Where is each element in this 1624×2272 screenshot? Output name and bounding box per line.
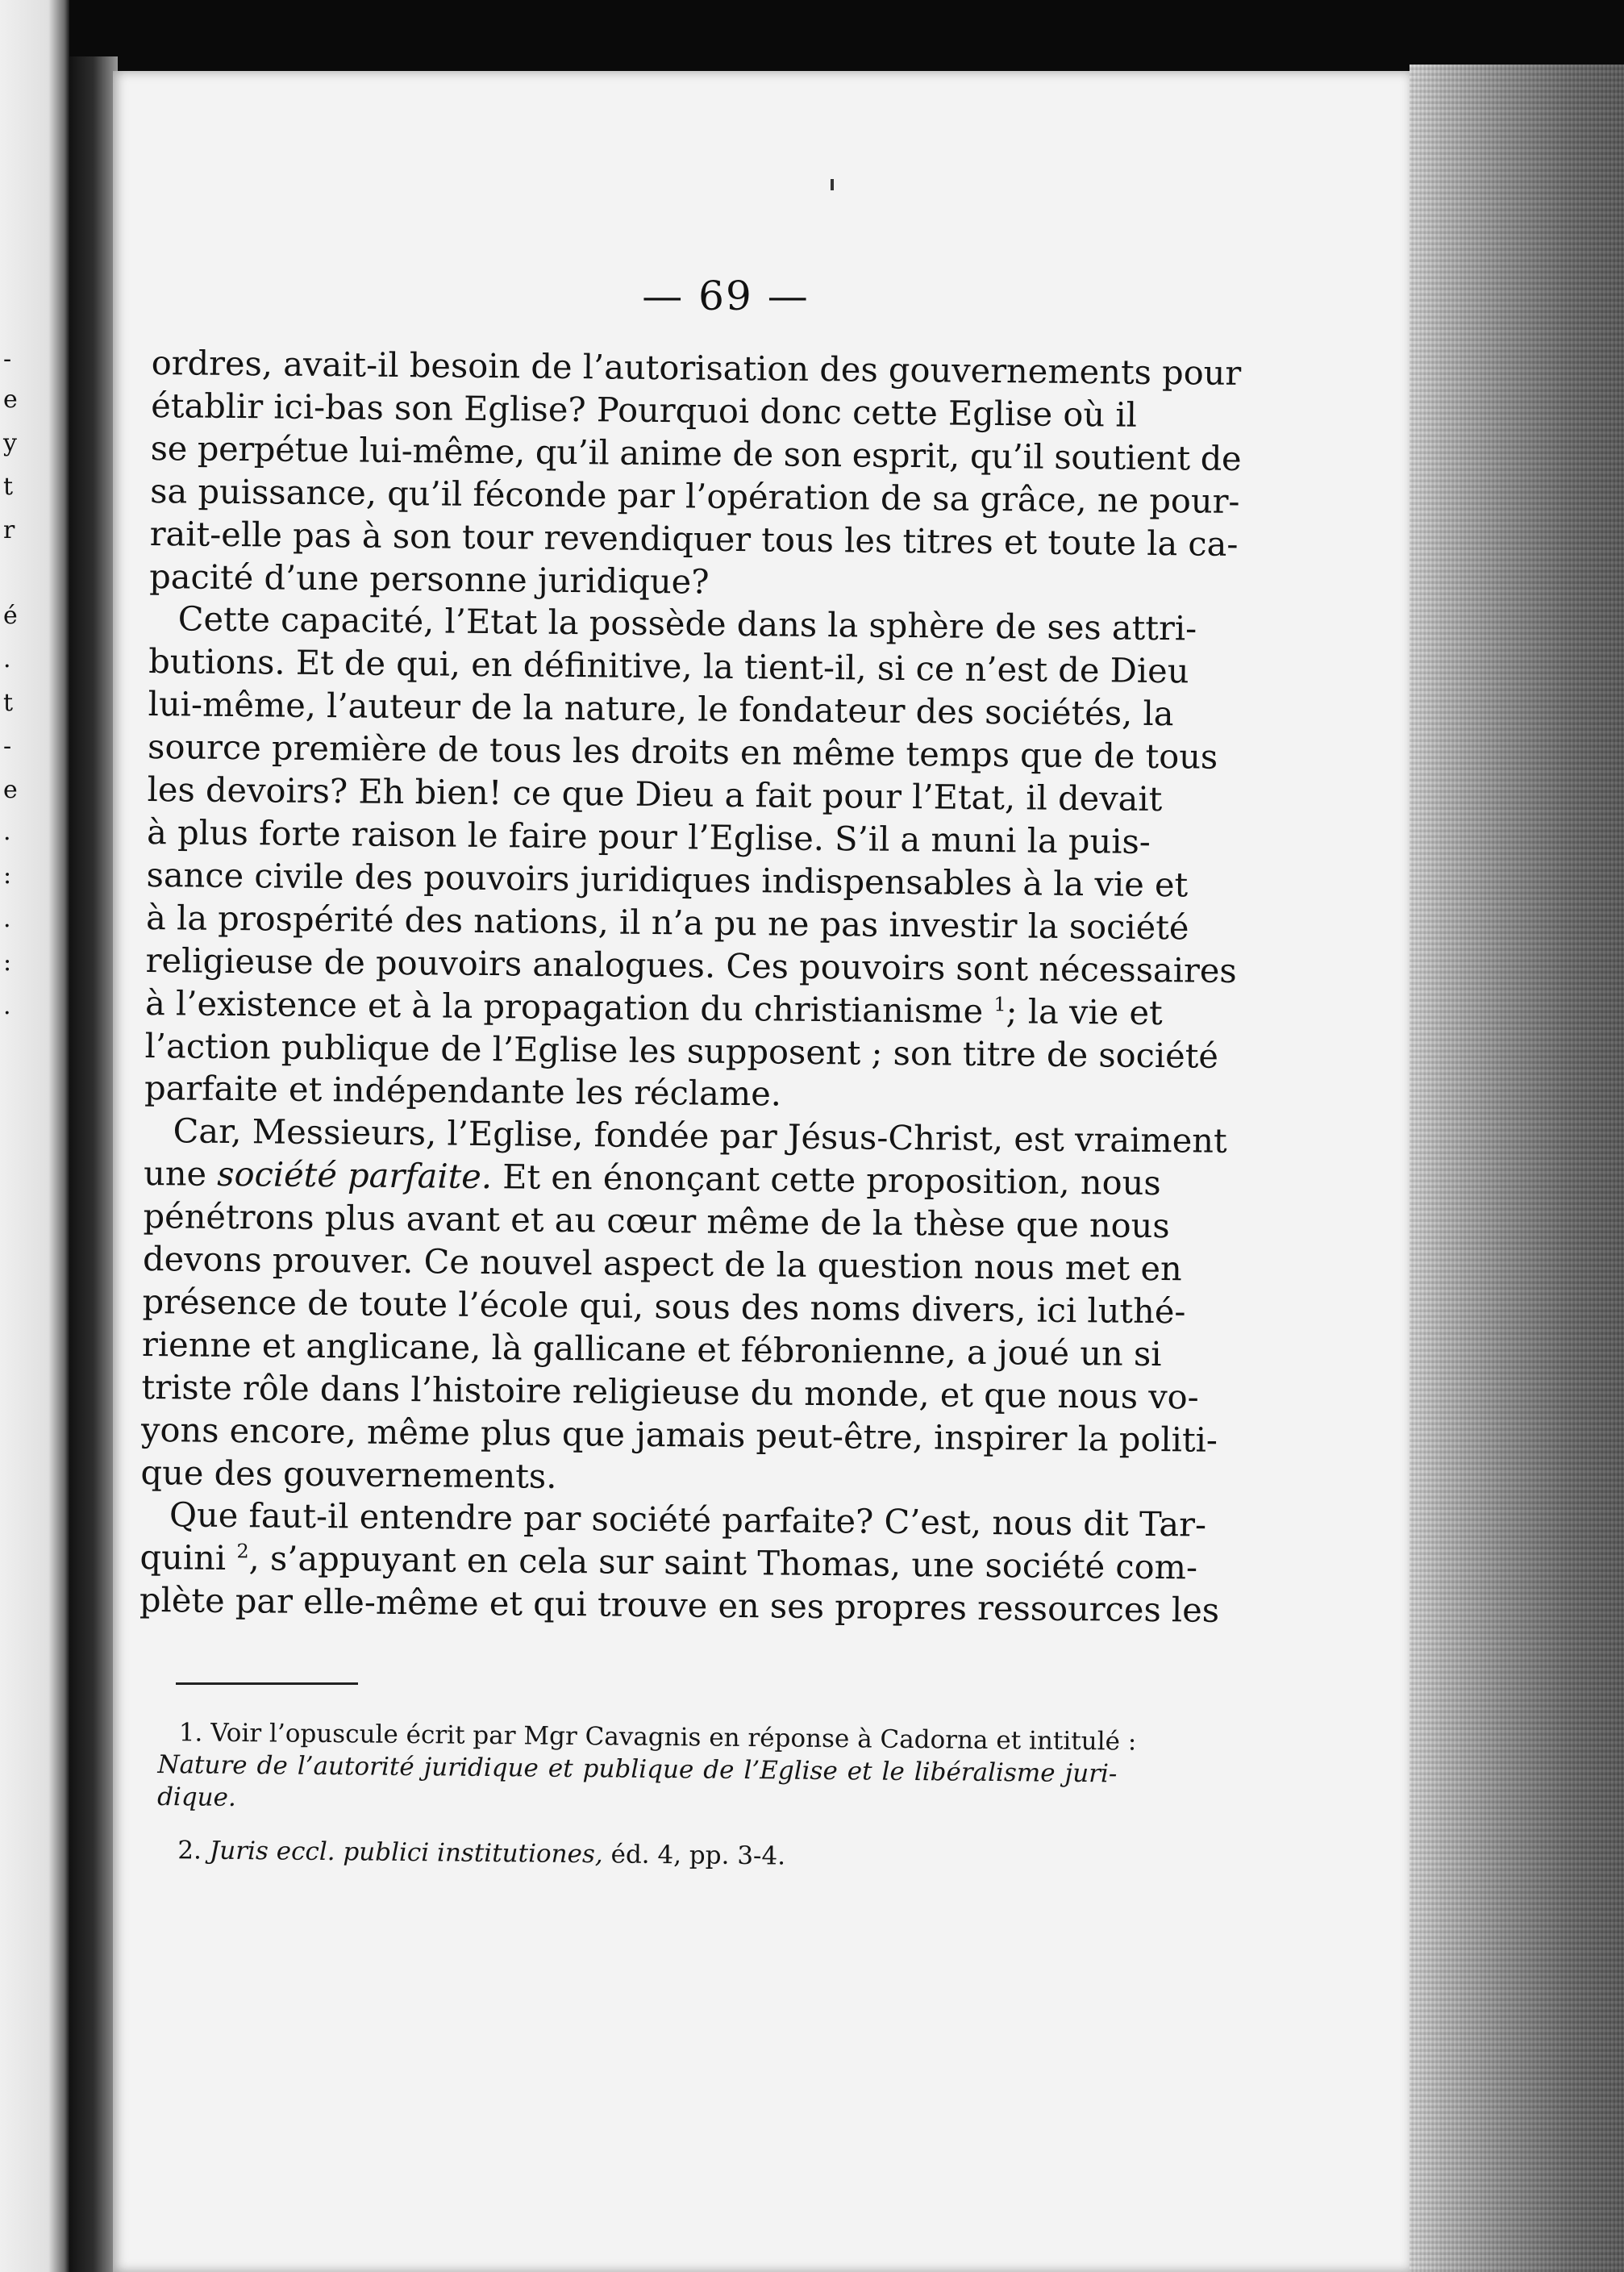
page-number: — 69 — bbox=[642, 273, 810, 319]
margin-letter: y bbox=[3, 429, 17, 457]
margin-letter: - bbox=[3, 732, 12, 761]
text-line: pénétrons plus avant et au cœur même de la thèse que nous bbox=[143, 1196, 1170, 1246]
text-segment: , s’appuyant en cela sur saint Thomas, une société com- bbox=[248, 1538, 1198, 1587]
margin-letter: e bbox=[3, 386, 18, 414]
margin-letter: . bbox=[3, 645, 11, 673]
text-line: présence de toute l’école qui, sous des noms divers, ici luthé- bbox=[142, 1281, 1186, 1332]
margin-letter: t bbox=[3, 689, 14, 717]
text-segment: ; la vie et bbox=[1006, 990, 1163, 1032]
text-line: yons encore, même plus que jamais peut-être, inspirer la politi- bbox=[140, 1409, 1218, 1460]
footnote-number: 2. bbox=[177, 1836, 202, 1866]
text-segment: une bbox=[143, 1153, 207, 1194]
text-segment: Et en énonçant cette proposition, nous bbox=[502, 1157, 1161, 1203]
margin-letter: - bbox=[3, 345, 12, 373]
margin-letter: . bbox=[3, 818, 11, 846]
text-line: butions. Et de qui, en définitive, la tient-il, si ce n’est de Dieu bbox=[148, 641, 1189, 691]
text-line: Cette capacité, l’Etat la possède dans la sphère de ses attri- bbox=[177, 598, 1197, 648]
footnote-2-title: Juris eccl. publici institutiones, bbox=[209, 1836, 603, 1870]
text-line: rait-elle pas à son tour revendiquer tous les titres et toute la ca- bbox=[149, 513, 1239, 564]
footnote-1-title-end: dique. bbox=[156, 1782, 236, 1812]
text-line: Que faut-il entendre par société parfaite? C’est, nous dit Tar- bbox=[169, 1495, 1207, 1545]
text-line: triste rôle dans l’histoire religieuse du monde, et que nous vo- bbox=[141, 1366, 1199, 1417]
body-text bbox=[139, 342, 1242, 1632]
book-binding-gutter bbox=[69, 56, 118, 2272]
margin-letter: . bbox=[3, 992, 11, 1020]
text-line: sance civile des pouvoirs juridiques indispensables à la vie et bbox=[146, 854, 1189, 905]
text-line: plète par elle-même et qui trouve en ses propres ressources les bbox=[139, 1580, 1220, 1631]
text-segment: à l’existence et à la propagation du christianisme bbox=[144, 982, 984, 1031]
margin-letter: : bbox=[3, 861, 12, 890]
footnotes bbox=[156, 1716, 1137, 1875]
margin-letter: . bbox=[3, 905, 11, 933]
text-line: Car, Messieurs, l’Eglise, fondée par Jésus-Christ, est vraiment bbox=[173, 1111, 1227, 1161]
footnote-1-title: Nature de l’autorité juridique et publique de l’Eglise et le libéralisme juri- bbox=[157, 1749, 1118, 1789]
text-line: à plus forte raison le faire pour l’Eglise. S’il a muni la puis- bbox=[146, 811, 1151, 861]
previous-page-margin-letters bbox=[3, 0, 35, 2272]
footnote-separator bbox=[176, 1682, 358, 1685]
ink-speck bbox=[831, 179, 834, 190]
text-line: sa puissance, qu’il féconde par l’opération de sa grâce, ne pour- bbox=[149, 470, 1240, 521]
margin-letter: r bbox=[3, 516, 15, 544]
italic-phrase: société parfaite. bbox=[217, 1154, 493, 1197]
previous-page-strip bbox=[0, 0, 69, 2272]
footnote-reference: 2 bbox=[236, 1540, 249, 1563]
text-line: ordres, avait-il besoin de l’autorisation des gouvernements pour bbox=[151, 342, 1242, 393]
margin-letter: t bbox=[3, 473, 14, 501]
text-line: à la prospérité des nations, il n’a pu ne pas investir la société bbox=[145, 897, 1189, 948]
text-line: pacité d’une personne juridique? bbox=[148, 556, 710, 602]
footnote-2-text: éd. 4, pp. 3-4. bbox=[610, 1840, 786, 1871]
text-segment: quini bbox=[139, 1537, 227, 1578]
margin-letter: : bbox=[3, 948, 12, 977]
text-line: parfaite et indépendante les réclame. bbox=[144, 1068, 782, 1114]
text-line: religieuse de pouvoirs analogues. Ces pouvoirs sont nécessaires bbox=[145, 940, 1237, 990]
footnote-text: Voir l’opuscule écrit par Mgr Cavagnis en réponse à Cadorna et intitulé : bbox=[210, 1718, 1137, 1757]
text-line: l’action publique de l’Eglise les supposent ; son titre de société bbox=[144, 1025, 1219, 1076]
text-line: devons prouver. Ce nouvel aspect de la question nous met en bbox=[142, 1238, 1183, 1289]
text-line: source première de tous les droits en même temps que de tous bbox=[147, 727, 1218, 777]
text-line: les devoirs? Eh bien! ce que Dieu a fait pour l’Etat, il devait bbox=[147, 769, 1163, 819]
margin-letter: é bbox=[3, 602, 18, 630]
margin-letter: e bbox=[3, 776, 18, 804]
text-line: se perpétue lui-même, qu’il anime de son esprit, qu’il soutient de bbox=[150, 427, 1242, 478]
text-line: que des gouvernements. bbox=[140, 1452, 557, 1496]
text-line: établir ici-bas son Eglise? Pourquoi donc cette Eglise où il bbox=[151, 385, 1138, 435]
text-line: rienne et anglicane, là gallicane et fébronienne, a joué un si bbox=[141, 1324, 1162, 1374]
footnote-reference: 1 bbox=[993, 992, 1006, 1015]
footnote-number: 1. bbox=[178, 1718, 203, 1748]
page-stack-edge bbox=[1410, 65, 1624, 2272]
text-line: lui-même, l’auteur de la nature, le fondateur des sociétés, la bbox=[148, 684, 1174, 734]
